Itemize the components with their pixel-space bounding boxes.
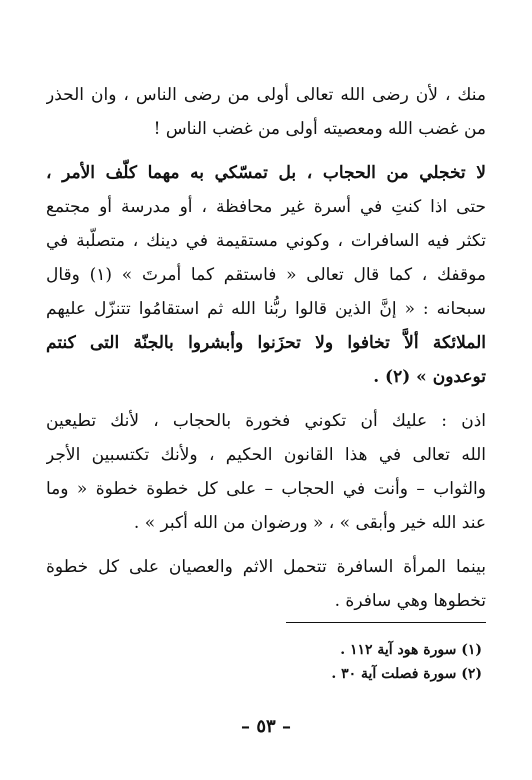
paragraph-3 bbox=[46, 404, 486, 540]
text-line: والثواب – وأنت في الحجاب – على كل خطوة خطوة « وما bbox=[46, 479, 486, 499]
paragraph-4 bbox=[46, 550, 486, 618]
paragraph-gap bbox=[46, 394, 486, 404]
text-line: لا تخجلي من الحجاب ، بل تمسّكي به مهما كلّف الأمر ، bbox=[46, 163, 486, 183]
text-line: الملائكة ألاَّ تخافوا ولا تحزَنوا وأبشروا بالجنّة التى كنتم bbox=[46, 333, 486, 353]
text-line: اذن : عليك أن تكوني فخورة بالحجاب ، لأنك تطيعين bbox=[46, 411, 486, 431]
paragraph-1 bbox=[46, 78, 486, 146]
text-line: تخطوها وهي سافرة . bbox=[334, 591, 486, 611]
text-line: عند الله خير وأبقى » ، « ورضوان من الله أكبر » . bbox=[133, 513, 486, 533]
text-line: منك ، لأن رضى الله تعالى أولى من رضى الناس ، وان الحذر bbox=[46, 85, 486, 105]
text-line: بينما المرأة السافرة تتحمل الاثم والعصيان على كل خطوة bbox=[46, 557, 486, 577]
paragraph-gap bbox=[46, 540, 486, 550]
footnote-divider bbox=[286, 622, 486, 623]
text-line: تكثر فيه السافرات ، وكوني مستقيمة في دينك ، متصلّبة في bbox=[46, 231, 486, 251]
footnotes bbox=[182, 638, 482, 686]
footnote-2: (٢) سورة فصلت آية ٣٠ . bbox=[331, 666, 482, 682]
paragraph-gap bbox=[46, 146, 486, 156]
text-line: موقفك ، كما قال تعالى « فاستقم كما أمرتَ » (١) وقال bbox=[46, 265, 486, 285]
text-line: الله تعالى في هذا القانون الحكيم ، ولأنك تكتسبين الأجر bbox=[46, 445, 486, 465]
text-line: من غضب الله ومعصيته أولى من غضب الناس ! bbox=[153, 119, 486, 139]
text-line: توعدون » (٢) . bbox=[373, 367, 486, 387]
paragraph-2 bbox=[46, 156, 486, 394]
text-line: حتى اذا كنتِ في أسرة غير محافظة ، أو مدرسة أو مجتمع bbox=[46, 197, 486, 217]
footnote-1: (١) سورة هود آية ١١٢ . bbox=[340, 642, 482, 658]
page-number: – ٥٣ – bbox=[241, 716, 291, 737]
text-line: سبحانه : « إنَّ الذين قالوا ربُّنا الله ثم استقامُوا تتنزّل عليهم bbox=[46, 299, 486, 319]
